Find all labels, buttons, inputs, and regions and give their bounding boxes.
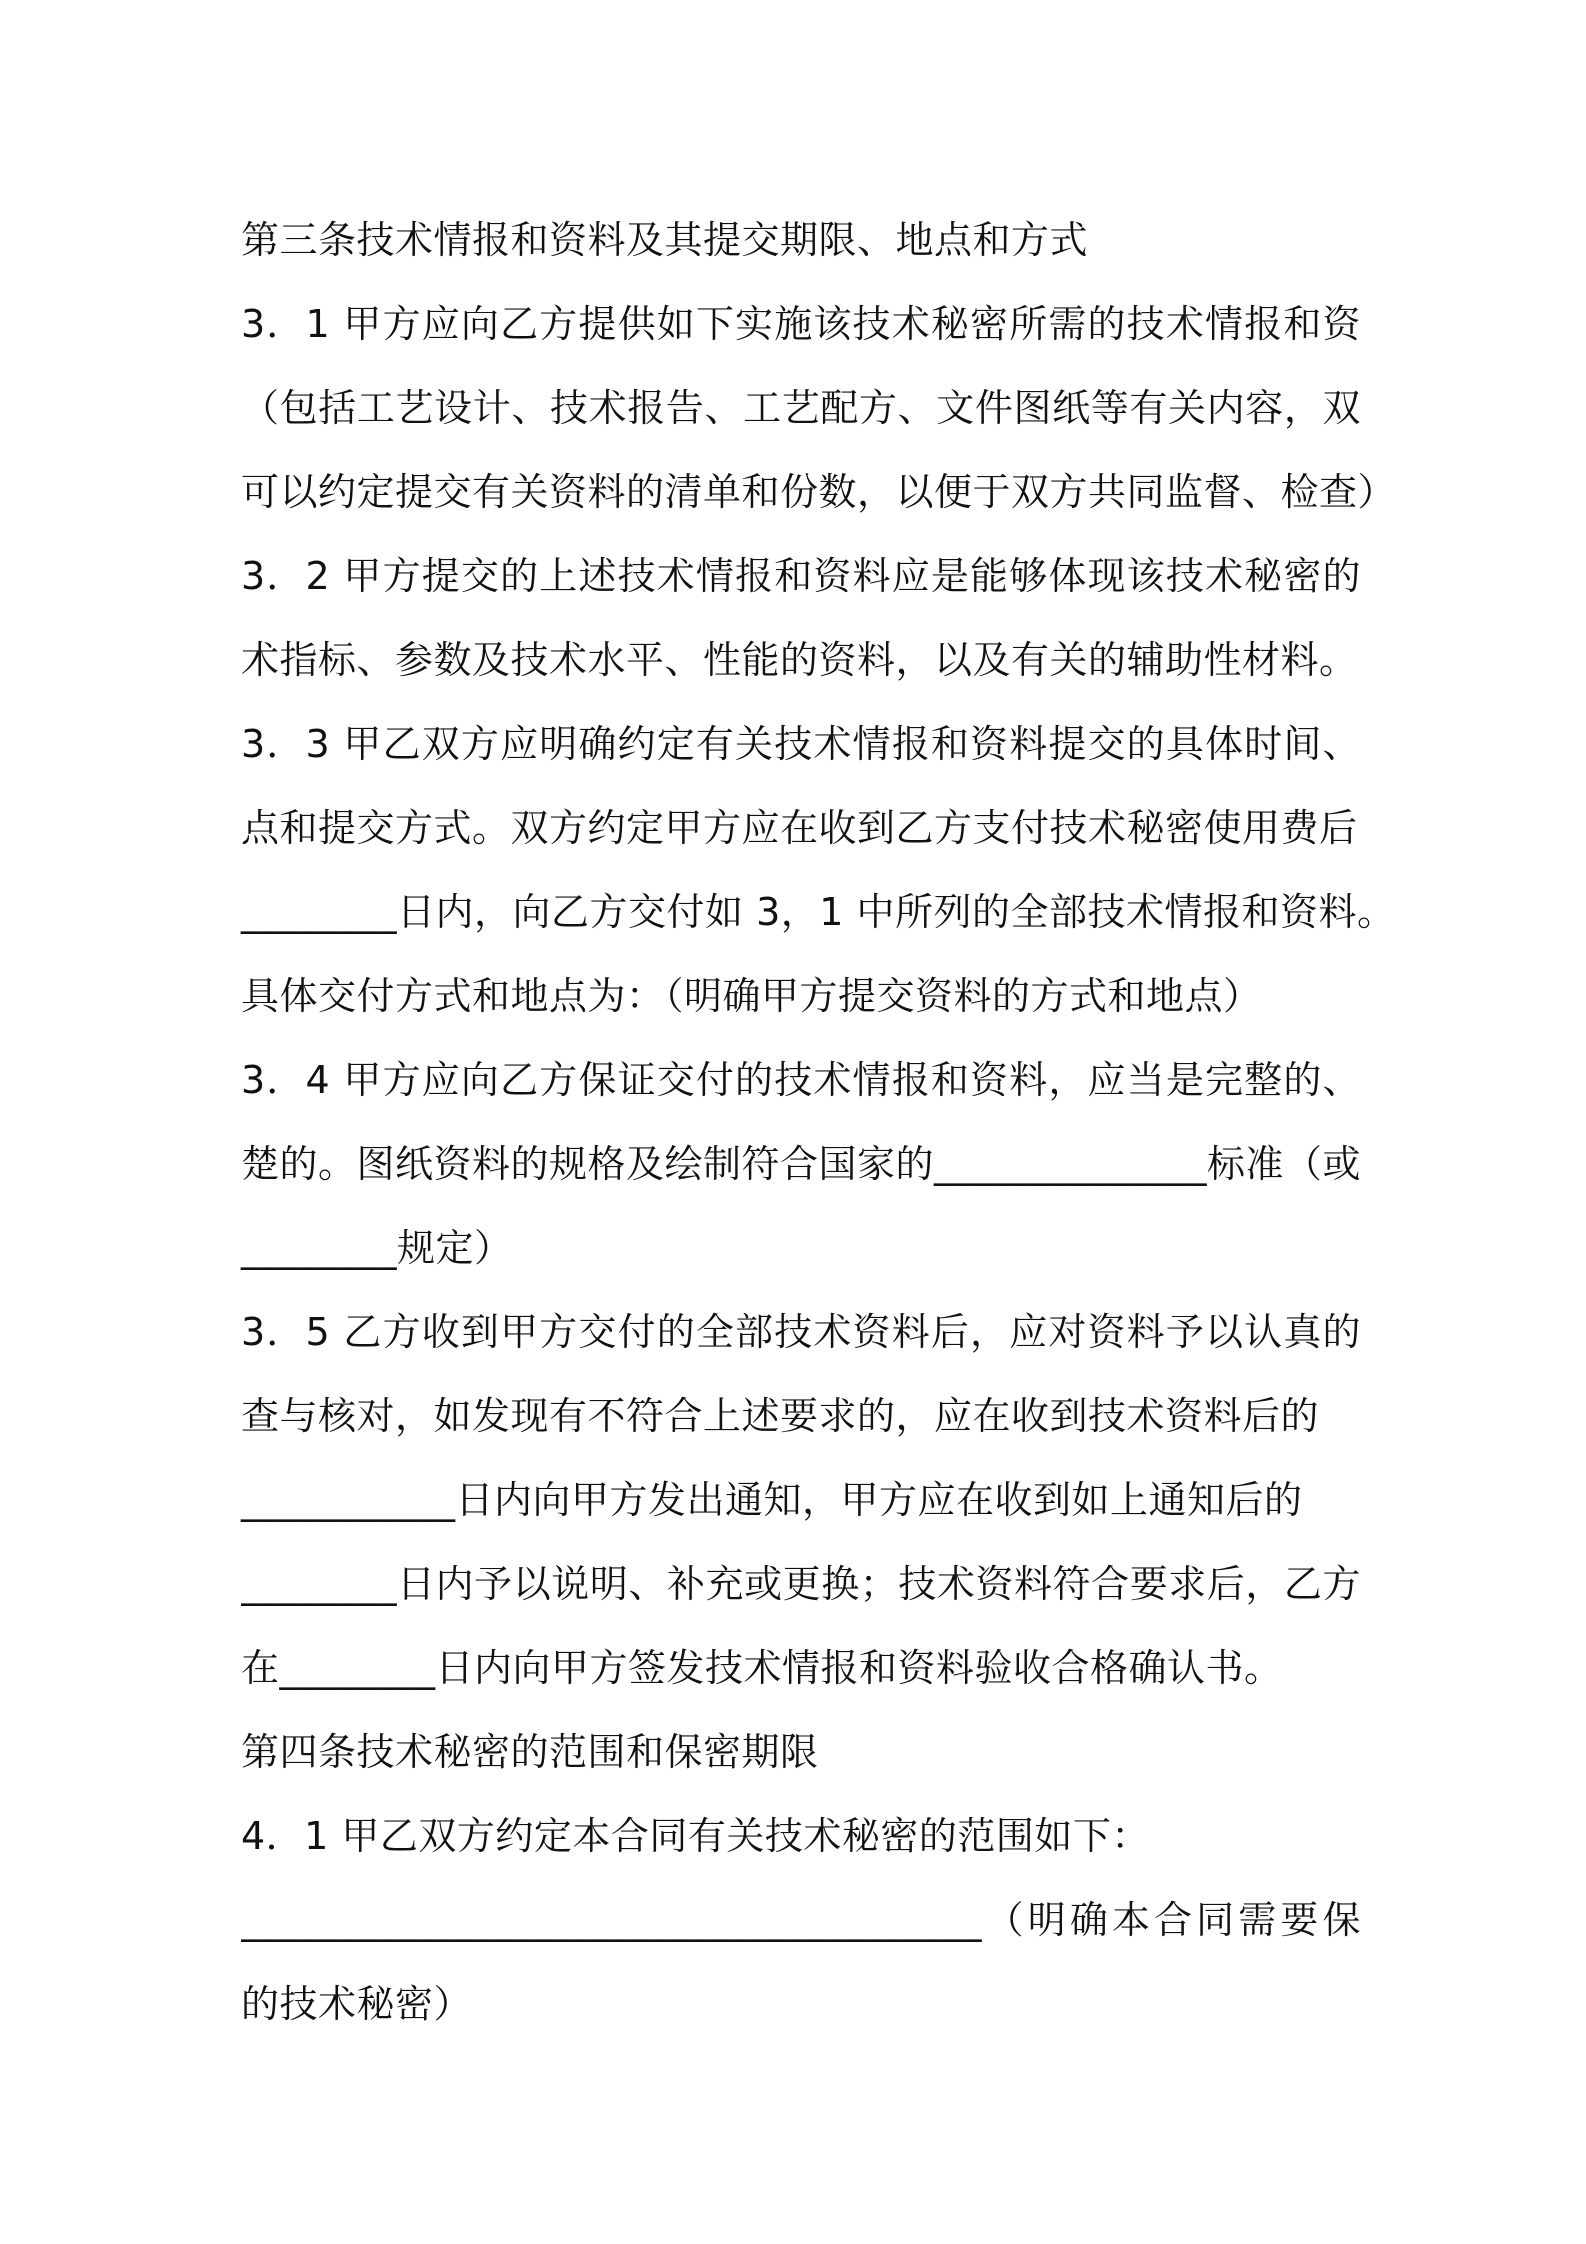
clause-4-1-line-1: 4．1 甲乙双方约定本合同有关技术秘密的范围如下： [241, 1814, 1150, 1858]
clause-3-5-line-3: ___________日内向甲方发出通知，甲方应在收到如上通知后的 [241, 1478, 1303, 1522]
clause-3-5-line-1: 3．5 乙方收到甲方交付的全部技术资料后，应对资料予以认真的 [241, 1310, 1361, 1354]
clause-3-4-line-3: ________规定） [241, 1226, 513, 1270]
clause-3-5-line-2: 查与核对，如发现有不符合上述要求的，应在收到技术资料后的 [241, 1394, 1320, 1438]
clause-4-1-line-2: ______________________________________（明确本合同需要保 [241, 1898, 1361, 1942]
document-body [241, 198, 1397, 2046]
clause-3-5-line-4: ________日内予以说明、补充或更换；技术资料符合要求后，乙方 [241, 1562, 1361, 1606]
clause-4-1-line-3: 的技术秘密） [241, 1982, 473, 2026]
clause-3-3-line-4: 具体交付方式和地点为：（明确甲方提交资料的方式和地点） [241, 974, 1262, 1018]
article-3-heading: 第三条技术情报和资料及其提交期限、地点和方式 [241, 218, 1089, 262]
clause-3-4-line-2: 楚的。图纸资料的规格及绘制符合国家的______________标准（或 [241, 1142, 1361, 1186]
clause-3-1-line-1: 3．1 甲方应向乙方提供如下实施该技术秘密所需的技术情报和资 [241, 302, 1361, 346]
clause-3-3-line-2: 点和提交方式。双方约定甲方应在收到乙方支付技术秘密使用费后 [241, 806, 1358, 850]
clause-3-3-line-3: ________日内，向乙方交付如 3，1 中所列的全部技术情报和资料。 [241, 890, 1396, 934]
clause-3-5-line-5: 在________日内向甲方签发技术情报和资料验收合格确认书。 [241, 1646, 1283, 1690]
clause-3-1-line-2: （包括工艺设计、技术报告、工艺配方、文件图纸等有关内容，双 [241, 386, 1361, 430]
clause-3-1-line-3: 可以约定提交有关资料的清单和份数，以便于双方共同监督、检查） [241, 470, 1397, 514]
article-4-heading: 第四条技术秘密的范围和保密期限 [241, 1730, 819, 1774]
clause-3-3-line-1: 3．3 甲乙双方应明确约定有关技术情报和资料提交的具体时间、 [241, 722, 1361, 766]
clause-3-2-line-1: 3．2 甲方提交的上述技术情报和资料应是能够体现该技术秘密的 [241, 554, 1361, 598]
clause-3-4-line-1: 3．4 甲方应向乙方保证交付的技术情报和资料，应当是完整的、 [241, 1058, 1361, 1102]
clause-3-2-line-2: 术指标、参数及技术水平、性能的资料，以及有关的辅助性材料。 [241, 638, 1358, 682]
